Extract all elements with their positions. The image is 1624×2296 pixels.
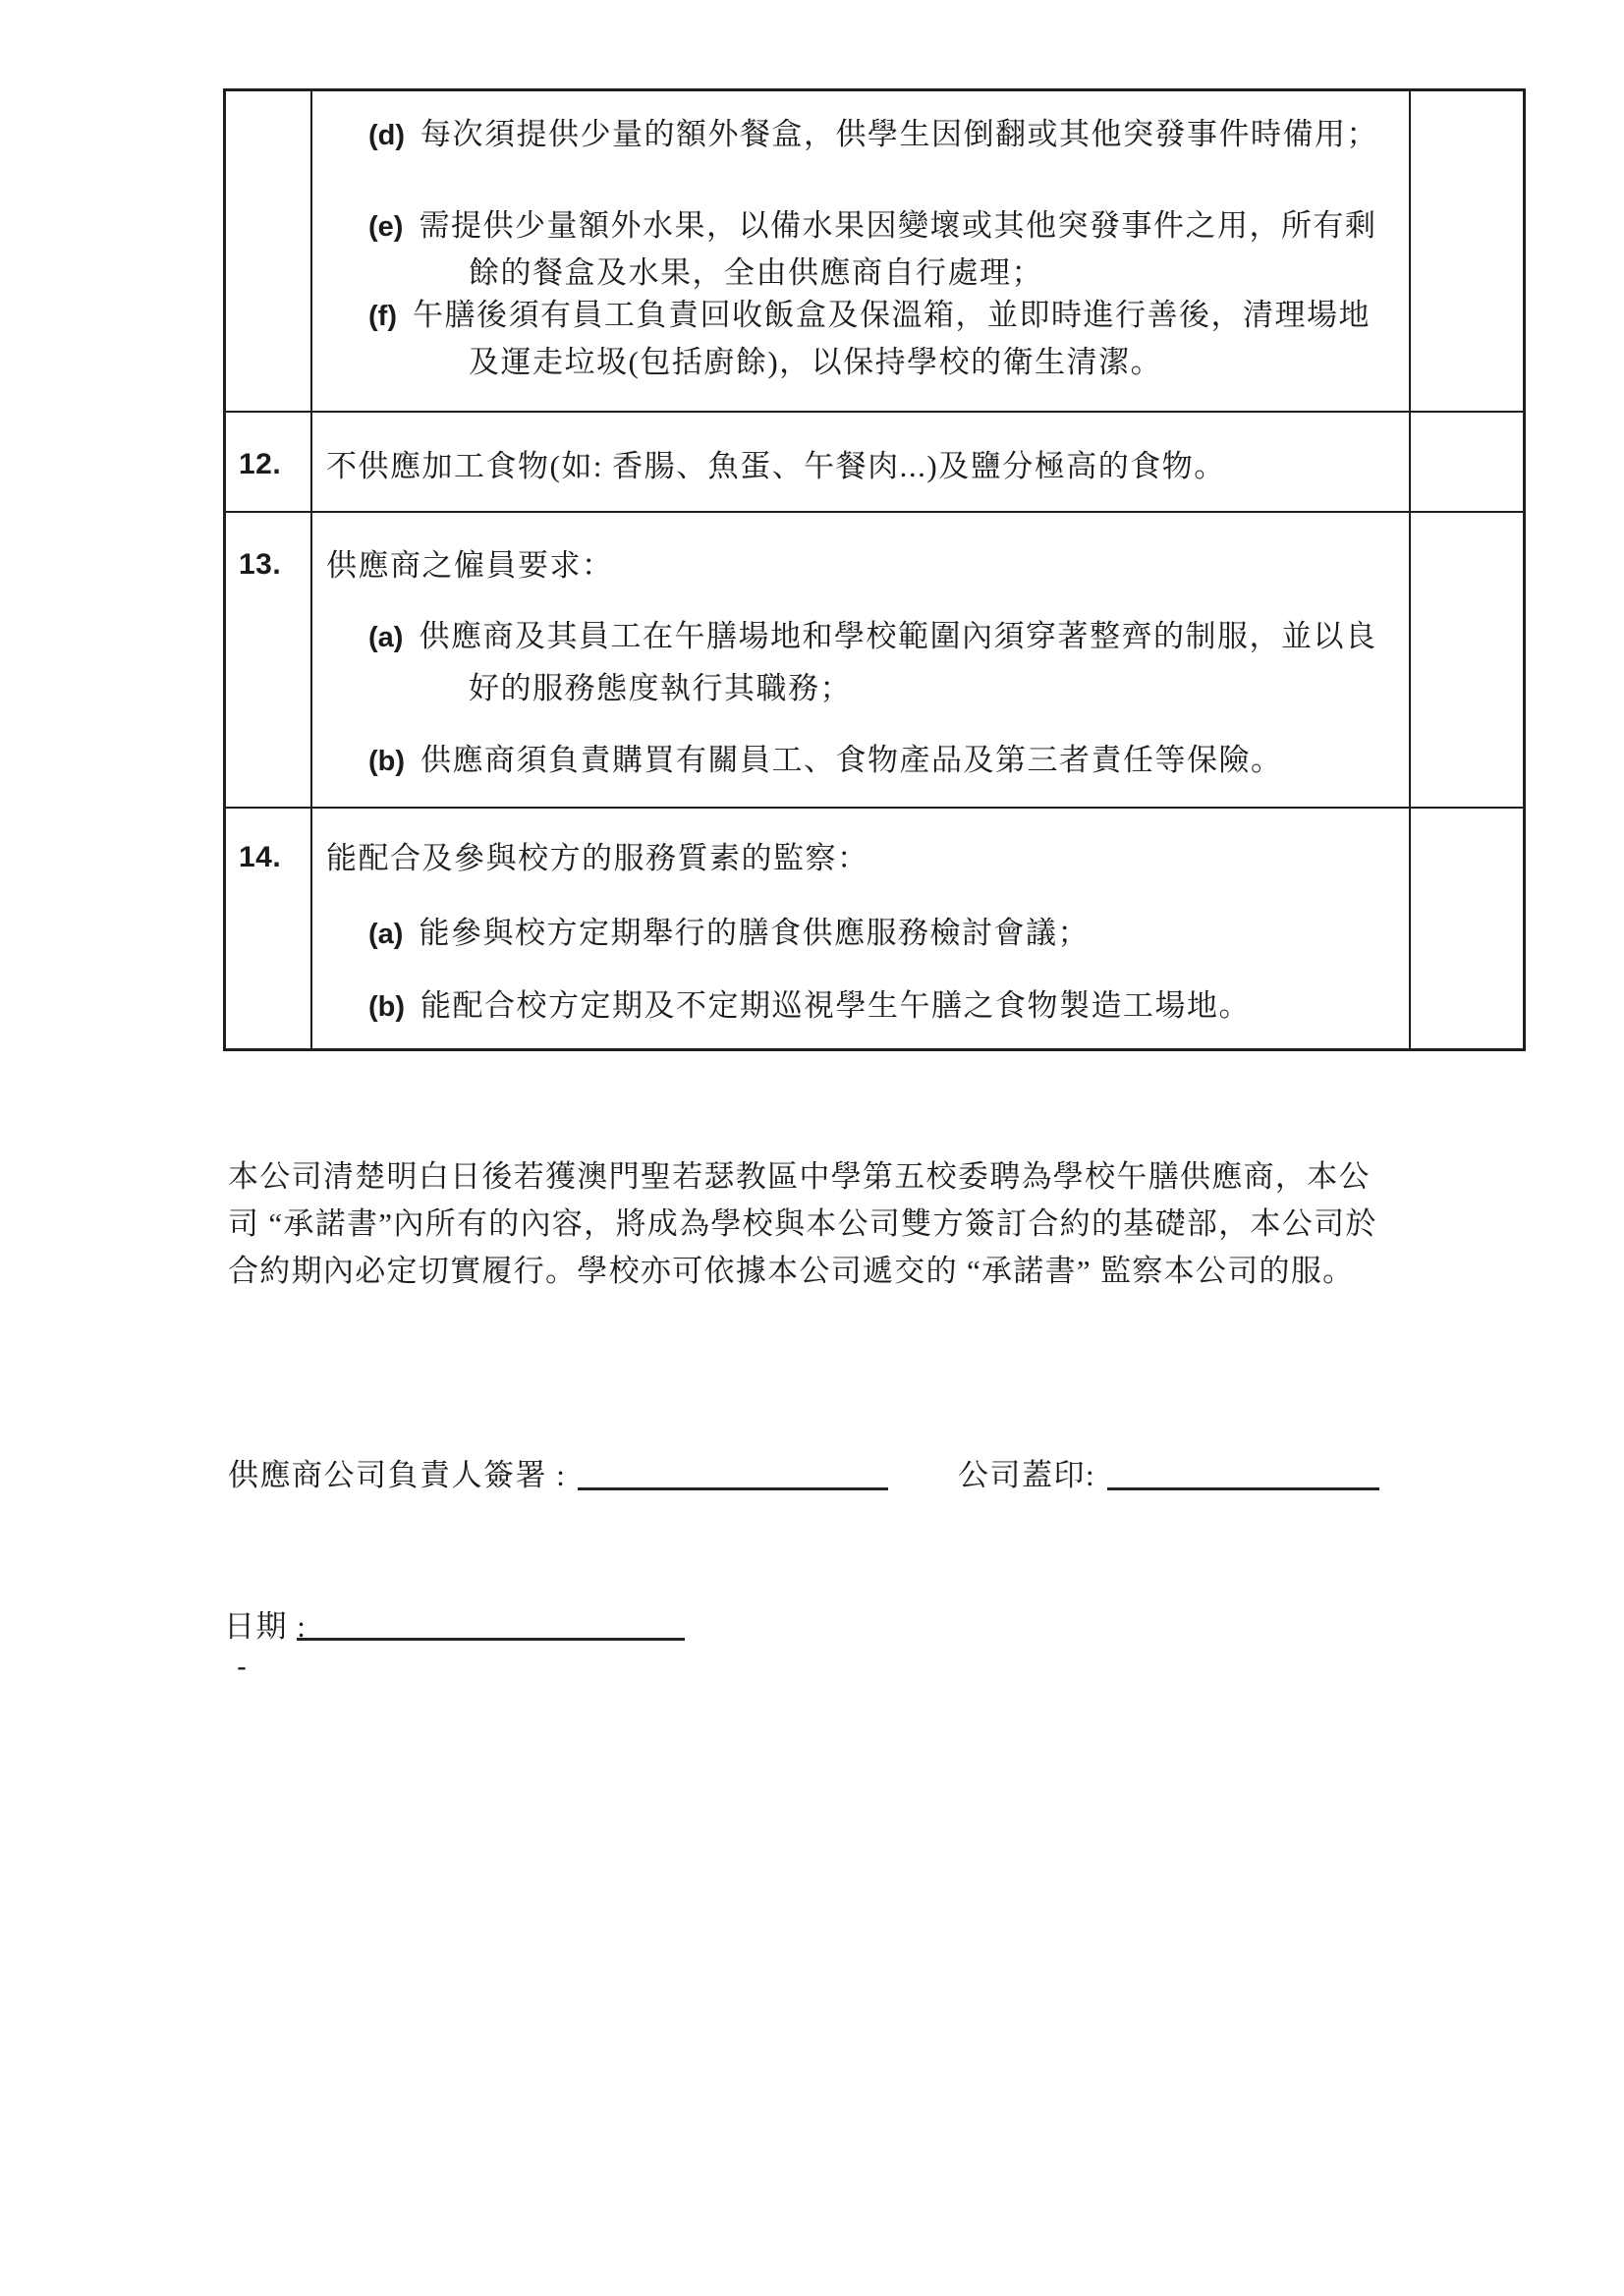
row-13-content-cell (312, 513, 1411, 809)
date-blank-line (297, 1638, 685, 1641)
declaration-paragraph (228, 1153, 1446, 1295)
item-e-line-2: 餘的餐盒及水果，全由供應商自行處理； (469, 255, 1043, 290)
row-14-number-cell (226, 809, 312, 1048)
item-d-line-1 (368, 116, 1378, 153)
date-label: 日期 : (224, 1609, 308, 1644)
row-14-number: 14. (239, 841, 282, 873)
declaration-line-1: 本公司清楚明白日後若獲澳門聖若瑟教區中學第五校委聘為學校午膳供應商，本公 (228, 1159, 1371, 1194)
row-14-content-cell (312, 809, 1411, 1048)
row-13-item-a-marker: (a) (368, 622, 404, 653)
item-f-line-1 (368, 297, 1371, 334)
row-12-number: 12. (239, 448, 282, 480)
requirements-table (223, 88, 1526, 1051)
row-12-check-cell (1411, 413, 1523, 513)
row-13-item-a-line-1 (368, 618, 1376, 655)
row-14-item-b-marker: (b) (368, 991, 406, 1023)
row-13-item-b-text: 供應商須負責購買有關員工、食物產品及第三者責任等保險。 (420, 743, 1283, 777)
row-13-item-b-line (368, 742, 1283, 779)
row-check-cell (1411, 91, 1523, 413)
row-13-item-a-line-2: 好的服務態度執行其職務； (469, 671, 852, 705)
row-13-header: 供應商之僱員要求： (326, 548, 614, 583)
item-e-line-1 (368, 207, 1376, 245)
item-e-text-1: 需提供少量額外水果，以備水果因變壞或其他突發事件之用，所有剩 (419, 208, 1377, 243)
row-14-item-a-marker: (a) (368, 919, 404, 950)
row-12-number-cell (226, 413, 312, 513)
item-d-marker: (d) (368, 120, 406, 151)
row-14-item-b-line (368, 987, 1251, 1025)
company-stamp-blank-line (1107, 1487, 1379, 1490)
row-14-header: 能配合及參與校方的服務質素的監察： (326, 841, 869, 875)
row-12-text: 不供應加工食物(如: 香腸、魚蛋、午餐肉...)及鹽分極高的食物。 (326, 449, 1226, 483)
signer-signature-label: 供應商公司負責人簽署 : (228, 1458, 567, 1492)
row-13-item-b-marker: (b) (368, 746, 406, 777)
item-f-line-2: 及運走垃圾(包括廚餘)，以保持學校的衛生清潔。 (469, 345, 1163, 379)
row-13-item-a-text-1: 供應商及其員工在午膳場地和學校範圍內須穿著整齊的制服，並以良 (419, 619, 1377, 653)
declaration-line-3: 合約期內必定切實履行。學校亦可依據本公司遞交的 “承諾書” 監察本公司的服。 (228, 1254, 1355, 1288)
item-d-text: 每次須提供少量的額外餐盒，供學生因倒翻或其他突發事件時備用； (420, 117, 1379, 151)
row-number-cell (226, 91, 312, 413)
item-f-text-1: 午膳後須有員工負責回收飯盒及保溫箱，並即時進行善後，清理場地 (412, 298, 1371, 332)
row-12-content-cell (312, 413, 1411, 513)
declaration-line-2: 司 “承諾書”內所有的內容，將成為學校與本公司雙方簽訂合約的基礎部，本公司於 (228, 1206, 1377, 1241)
row-14-check-cell (1411, 809, 1523, 1048)
stray-dash-mark: - (237, 1651, 247, 1683)
item-f-marker: (f) (368, 301, 397, 332)
item-e-marker: (e) (368, 211, 404, 243)
row-13-check-cell (1411, 513, 1523, 809)
row-14-item-a-line (368, 915, 1090, 952)
row-content-cell-def (312, 91, 1411, 413)
row-13-number: 13. (239, 548, 282, 581)
row-13-number-cell (226, 513, 312, 809)
signer-signature-blank-line (578, 1487, 888, 1490)
row-14-item-b-text: 能配合校方定期及不定期巡視學生午膳之食物製造工場地。 (420, 988, 1252, 1023)
row-14-item-a-text: 能參與校方定期舉行的膳食供應服務檢討會議； (419, 916, 1090, 950)
company-stamp-label: 公司蓋印: (958, 1458, 1096, 1492)
